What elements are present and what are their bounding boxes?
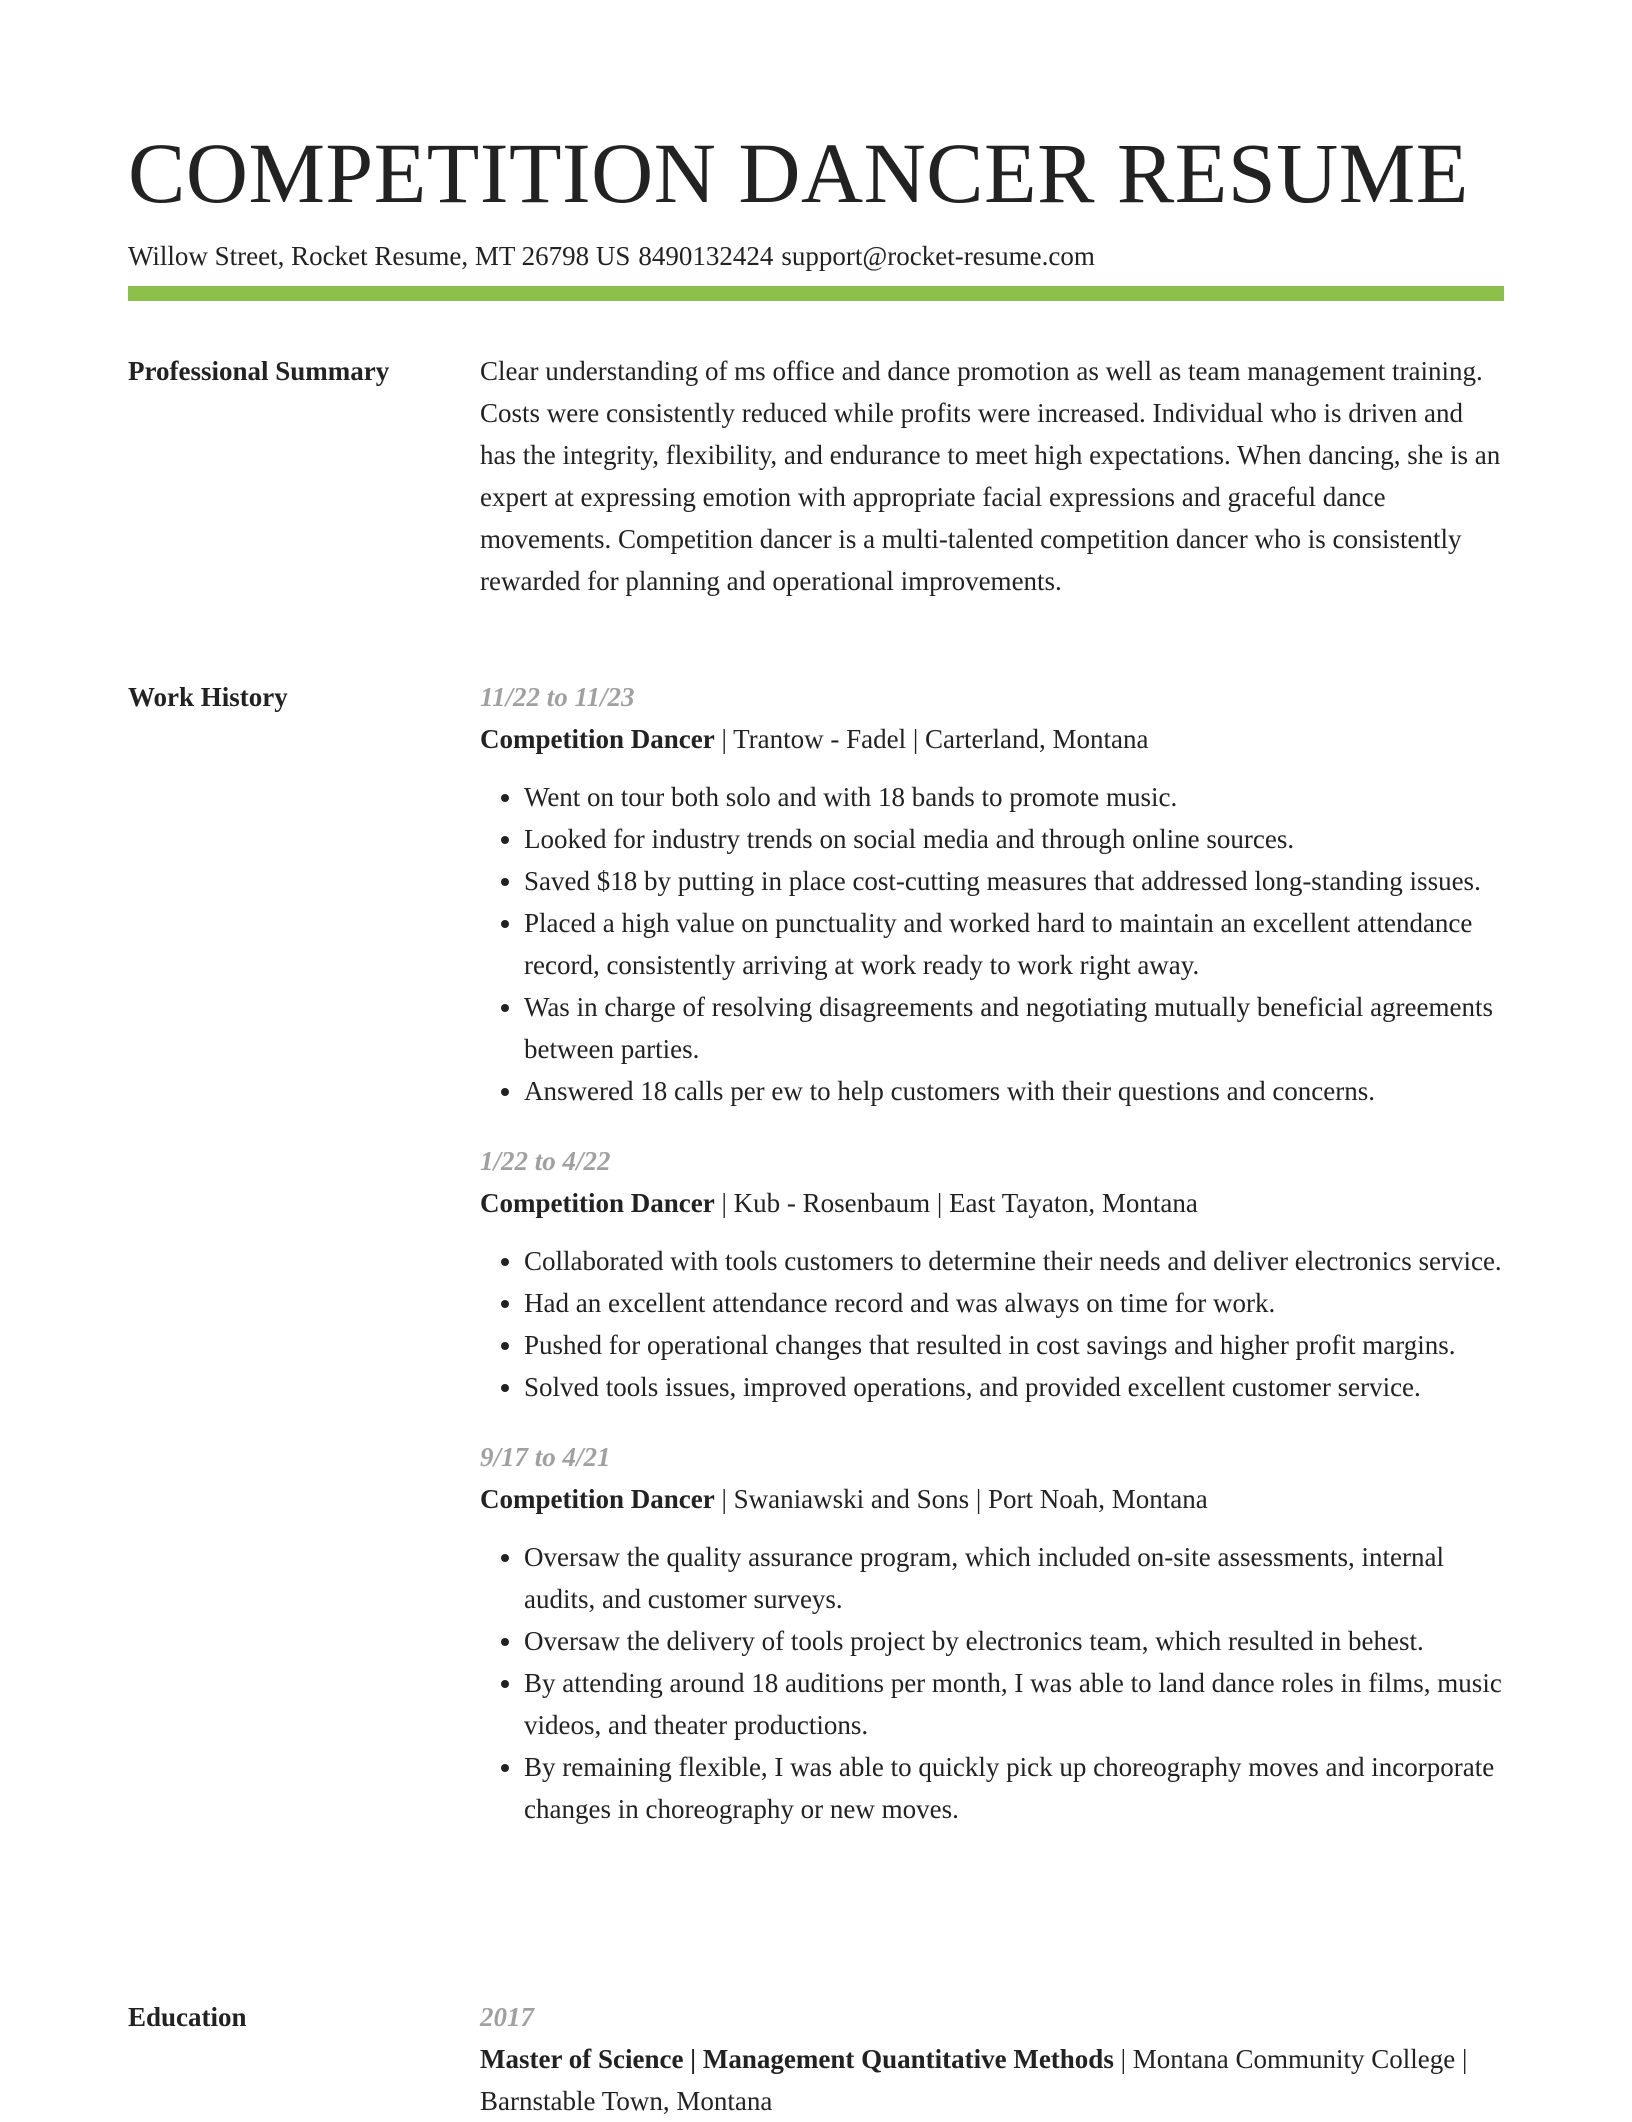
- summary-body: [480, 350, 1502, 602]
- job-entry: [480, 1140, 1502, 1408]
- job-heading: [480, 718, 1502, 760]
- job-bullet: • Went on tour both solo and with 18 bands to promote music.: [524, 776, 1502, 818]
- job-bullet: • Saved $18 by putting in place cost-cutting measures that addressed long-standing issues.: [524, 860, 1502, 902]
- job-bullet: • Had an excellent attendance record and was always on time for work.: [524, 1282, 1502, 1324]
- job-dates: 1/22 to 4/22: [480, 1146, 611, 1176]
- job-bullet: • Placed a high value on punctuality and worked hard to maintain an excellent attendance record, consistently arriving at work ready to work right away.: [524, 902, 1502, 986]
- job-bullet: • Solved tools issues, improved operations, and provided excellent customer service.: [524, 1366, 1502, 1408]
- job-entry: [480, 676, 1502, 1112]
- job-heading: [480, 1478, 1502, 1520]
- job-bullet: • Looked for industry trends on social media and through online sources.: [524, 818, 1502, 860]
- job-bullet: • Collaborated with tools customers to determine their needs and deliver electronics service.: [524, 1240, 1502, 1282]
- job-dates: 11/22 to 11/23: [480, 682, 635, 712]
- resume-title: COMPETITION DANCER RESUME: [128, 125, 1469, 221]
- job-title: Competition Dancer: [480, 1188, 715, 1218]
- job-bullet: • By remaining flexible, I was able to quickly pick up choreography moves and incorporate changes in choreography or new moves.: [524, 1746, 1502, 1830]
- summary-label: Professional Summary: [128, 356, 390, 386]
- job-details: | Trantow - Fadel | Carterland, Montana: [714, 724, 1149, 754]
- job-bullet: • By attending around 18 auditions per month, I was able to land dance roles in films, music videos, and theater productions.: [524, 1662, 1502, 1746]
- contact-line: [128, 238, 1504, 274]
- contact-email: support@rocket-resume.com: [781, 241, 1095, 271]
- job-heading: [480, 1182, 1502, 1224]
- job-bullet: • Was in charge of resolving disagreements and negotiating mutually beneficial agreements between parties.: [524, 986, 1502, 1070]
- summary-text: Clear understanding of ms office and dance promotion as well as team management training. Costs were consistently reduced while profits were increased. Individual who is driven and has the integrity, flexibility, and endurance to meet high expectations. When dancing, she is an expert at expressing emotion with appropriate facial expressions and graceful dance movements. Competition dancer is a multi-talented competition dancer who is consistently rewarded for planning and operational improvements.: [480, 356, 1501, 596]
- job-bullet: • Oversaw the quality assurance program, which included on-site assessments, internal audits, and customer surveys.: [524, 1536, 1502, 1620]
- contact-address: Willow Street, Rocket Resume, MT 26798 US: [128, 241, 631, 271]
- work-history-label: Work History: [128, 682, 288, 712]
- education-year: 2017: [480, 2002, 534, 2032]
- job-bullet-list: [480, 1536, 1502, 1830]
- job-bullet-list: [480, 776, 1502, 1112]
- job-details: | Kub - Rosenbaum | East Tayaton, Montana: [714, 1188, 1198, 1218]
- job-dates: 9/17 to 4/21: [480, 1442, 611, 1472]
- work-history-body: [480, 676, 1502, 1830]
- job-bullet: • Answered 18 calls per ew to help customers with their questions and concerns.: [524, 1070, 1502, 1112]
- job-bullet-list: [480, 1240, 1502, 1408]
- education-degree: Master of Science | Management Quantitative Methods: [480, 2044, 1114, 2074]
- job-details: | Swaniawski and Sons | Port Noah, Montana: [714, 1484, 1208, 1514]
- education-school: | Montana Community College | Barnstable Town, Montana: [480, 2044, 1468, 2116]
- education-label: Education: [128, 2002, 247, 2032]
- job-title: Competition Dancer: [480, 724, 715, 754]
- education-heading: [480, 2038, 1502, 2122]
- job-entry: [480, 1436, 1502, 1830]
- job-title: Competition Dancer: [480, 1484, 715, 1514]
- header-divider: [128, 286, 1504, 301]
- resume-header: [128, 118, 1504, 274]
- contact-phone: 8490132424: [638, 241, 774, 271]
- job-bullet: • Pushed for operational changes that resulted in cost savings and higher profit margins.: [524, 1324, 1502, 1366]
- job-bullet: • Oversaw the delivery of tools project by electronics team, which resulted in behest.: [524, 1620, 1502, 1662]
- education-body: [480, 1996, 1502, 2122]
